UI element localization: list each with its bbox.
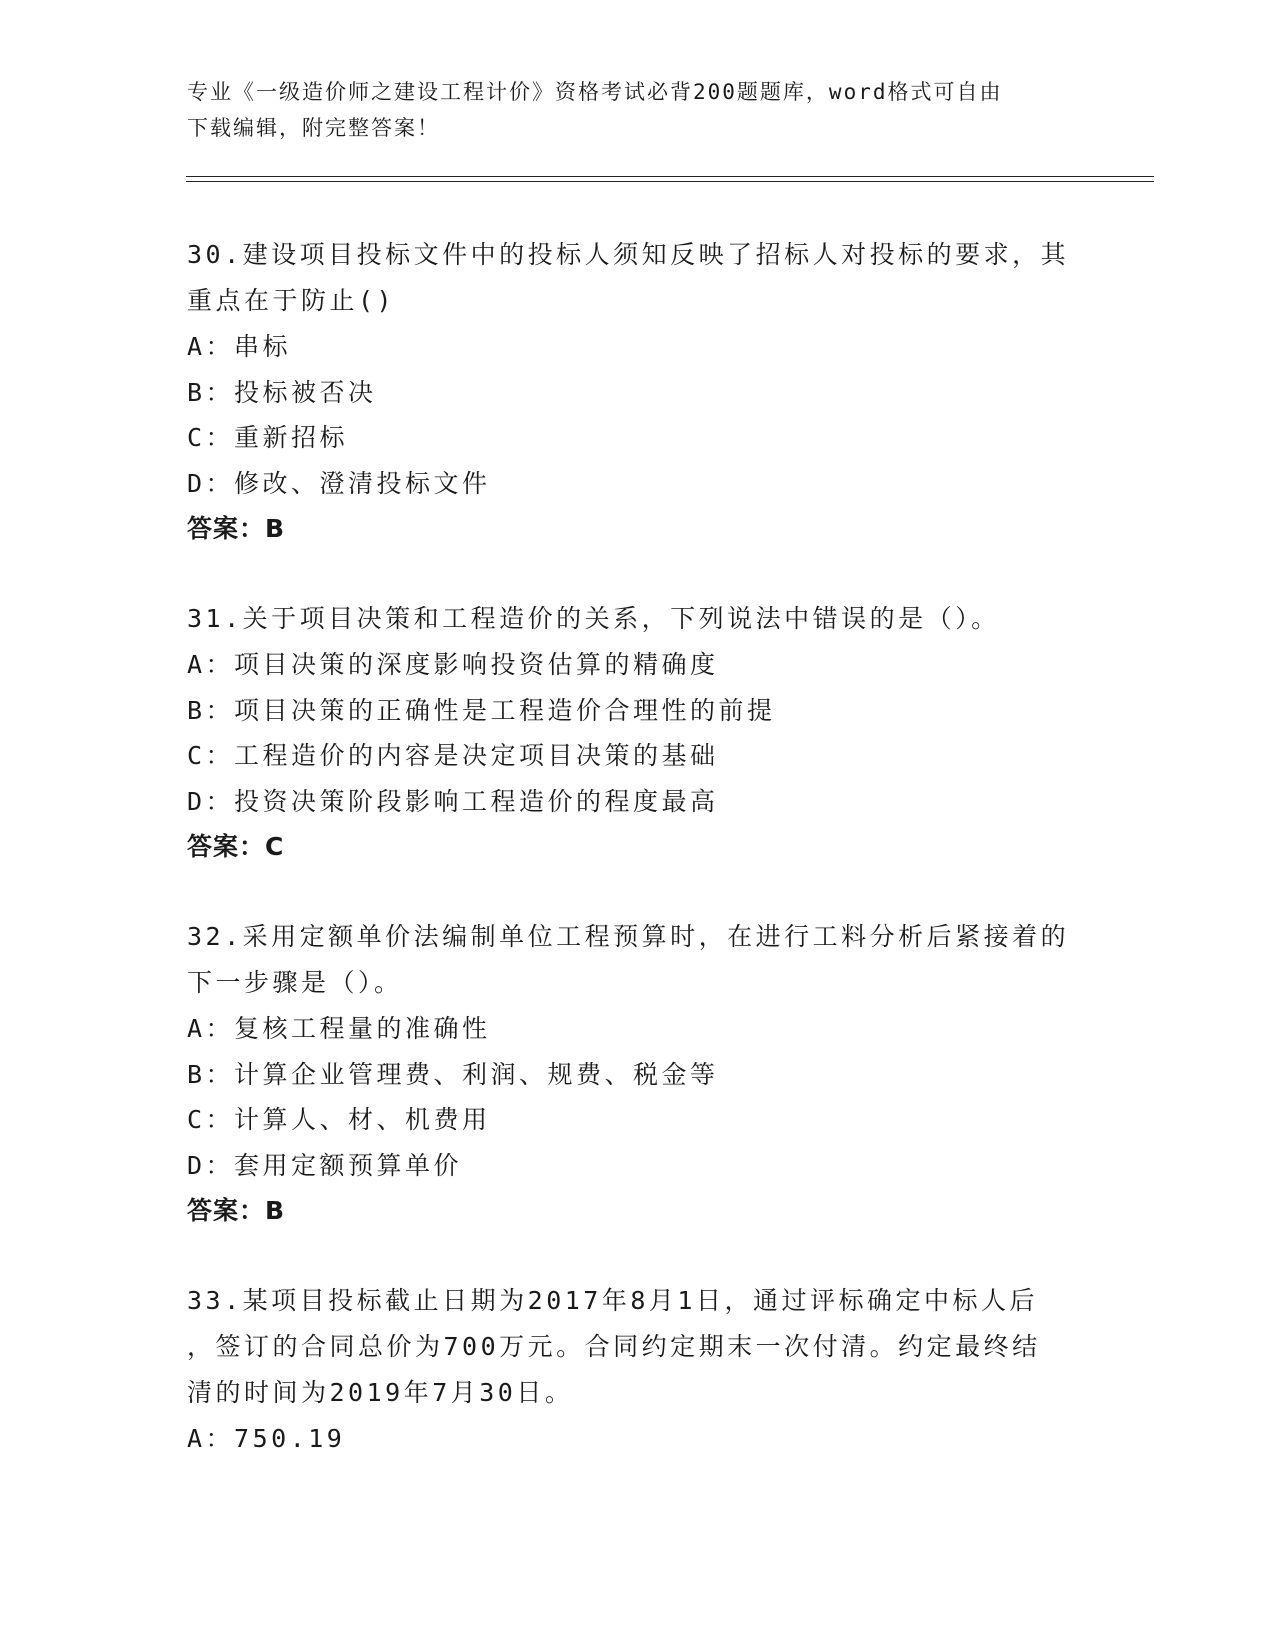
- question-line: 32.采用定额单价法编制单位工程预算时，在进行工料分析后紧接着的: [187, 922, 1070, 951]
- option-a: A：串标: [187, 332, 292, 361]
- option-d: D：修改、澄清投标文件: [187, 468, 491, 498]
- question-line: ，签订的合同总价为700万元。合同约定期末一次付清。约定最终结: [187, 1332, 1041, 1361]
- question-line: 下一步骤是（）。: [187, 968, 403, 997]
- question-text: [187, 232, 1087, 324]
- option-a: A：复核工程量的准确性: [187, 1014, 491, 1043]
- option-b: B：项目决策的正确性是工程造价合理性的前提: [187, 695, 776, 725]
- question-33: [187, 1278, 1087, 1462]
- header-line-2: 下载编辑，附完整答案！: [187, 116, 440, 140]
- answer: 答案：B: [187, 1196, 286, 1225]
- question-31: [187, 596, 1087, 870]
- option-c: C：计算人、材、机费用: [187, 1105, 491, 1134]
- option-d: D：投资决策阶段影响工程造价的程度最高: [187, 786, 719, 816]
- question-line: 清的时间为2019年7月30日。: [187, 1378, 574, 1407]
- answer: 答案：C: [187, 832, 285, 861]
- option-c: C：工程造价的内容是决定项目决策的基础: [187, 741, 719, 770]
- question-text: [187, 596, 1087, 642]
- question-line: 重点在于防止(): [187, 286, 396, 315]
- question-line: 33.某项目投标截止日期为2017年8月1日，通过评标确定中标人后: [187, 1286, 1038, 1315]
- option-c: C：重新招标: [187, 423, 349, 452]
- document-header: [187, 74, 1087, 146]
- option-a: A：项目决策的深度影响投资估算的精确度: [187, 650, 719, 679]
- option-b: B：计算企业管理费、利润、规费、税金等: [187, 1059, 719, 1089]
- question-32: [187, 914, 1087, 1234]
- question-30: [187, 232, 1087, 552]
- answer: 答案：B: [187, 514, 286, 543]
- question-text: [187, 914, 1087, 1006]
- question-line: 30.建设项目投标文件中的投标人须知反映了招标人对投标的要求，其: [187, 240, 1070, 269]
- header-line-1: 专业《一级造价师之建设工程计价》资格考试必背200题题库，word格式可自由: [187, 80, 1003, 104]
- option-b: B：投标被否决: [187, 377, 377, 407]
- option-a: A：750.19: [187, 1424, 346, 1453]
- header-divider-bottom: [186, 181, 1154, 182]
- question-text: [187, 1278, 1087, 1416]
- option-d: D：套用定额预算单价: [187, 1150, 463, 1180]
- header-divider-top: [186, 176, 1154, 177]
- question-line: 31.关于项目决策和工程造价的关系，下列说法中错误的是（）。: [187, 604, 1000, 633]
- question-list: [187, 232, 1087, 1506]
